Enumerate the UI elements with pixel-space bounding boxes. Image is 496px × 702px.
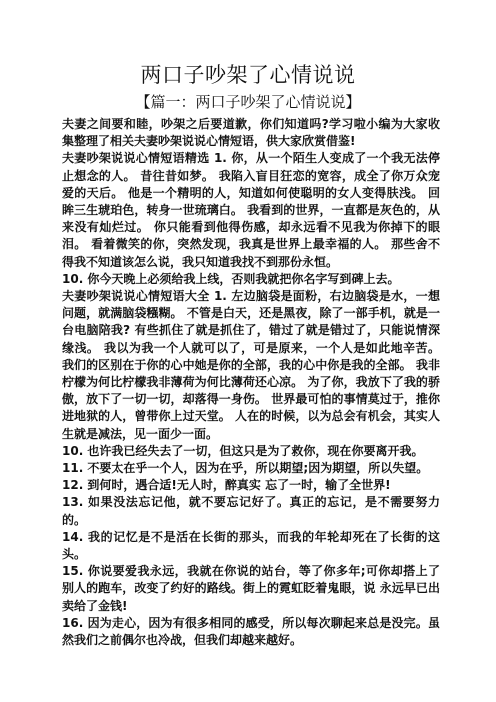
- document-title: 两口子吵架了心情说说: [140, 63, 356, 87]
- paragraph-section-1: 夫妻吵架说说心情短语精选 1. 你，从一个陌生人变成了一个我无法停止想念的人。 昔往昔如梦。 我陷入盲目狂恋的宽容，成全了你万众宠爱的天后。 他是一个精明的人，知道如何使聪明的女人变得肤浅。 回眸三生琥珀色，转身一世琉璃白。 我看到的世界，一直都是灰色的，从来没有灿烂过。 你只能看到他得伤感，却永远看不见我为你掉下的眼泪。 看着微笑的你，突然发现，我真是世界上最幸福的人。 那些舍不得我不知道该怎么说，我只知道我找不到那份永恒。: [62, 151, 440, 269]
- document-subtitle: 【篇一：两口子吵架了心情说说】: [135, 93, 361, 111]
- paragraph-item: 16. 因为走心，因为有很多相同的感受，所以每次聊起来总是没完。虽然我们之前偶尔也冷战，但我们却越来越好。: [62, 615, 440, 648]
- paragraph-item: 10. 你今天晚上必须给我上线，否则我就把你名字写到碑上去。: [62, 271, 400, 286]
- paragraph-item: 10. 也许我已经失去了一切，但这只是为了救你，现在你要离开我。: [62, 443, 424, 458]
- paragraph-item: 12. 到何时，遇合适!无人时，醉真实 忘了一时，输了全世界!: [62, 478, 391, 493]
- paragraph-item: 14. 我的记忆是不是活在长街的那头，而我的年轮却死在了长街的这头。: [62, 529, 440, 562]
- paragraph-item: 15. 你说要爱我永远，我就在你说的站台，等了你多年;可你却搭上了别人的跑车，改变了约好的路线。街上的霓虹眨着鬼眼，说 永远早已出卖给了金钱!: [62, 564, 440, 613]
- document-body: [62, 116, 440, 649]
- paragraph-section-2: 夫妻吵架说说心情短语大全 1. 左边脑袋是面粉，右边脑袋是水，一想问题，就满脑袋糨糊。 不管是白天，还是黑夜，除了一部手机，就是一台电脑陪我? 有些抓住了就是抓住了，错过了就是错过了，只能说情深缘浅。 我以为我一个人就可以了，可是原来，一个人是如此地辛苦。 我们的区别在于你的心中她是你的全部，我的心中你是我的全部。 我非柠檬为何比柠檬我非薄荷为何比薄荷还心凉。 为了你，我放下了我的骄傲，放下了一切一切，却落得一身伤。 世界最可怕的事情莫过于，推你进地狱的人，曾带你上过天堂。 人在的时候，以为总会有机会，其实人生就是减法，见一面少一面。: [62, 289, 440, 441]
- paragraph-item: 13. 如果没法忘记他，就不要忘记好了。真正的忘记，是不需要努力的。: [62, 495, 440, 527]
- paragraph-intro: 夫妻之间要和睦，吵架之后要道歉，你们知道吗?学习啦小编为大家收集整理了相关夫妻吵架说说心情短语，供大家欣赏借鉴!: [62, 117, 440, 149]
- paragraph-item: 11. 不要太在乎一个人，因为在乎，所以期望;因为期望，所以失望。: [62, 461, 429, 476]
